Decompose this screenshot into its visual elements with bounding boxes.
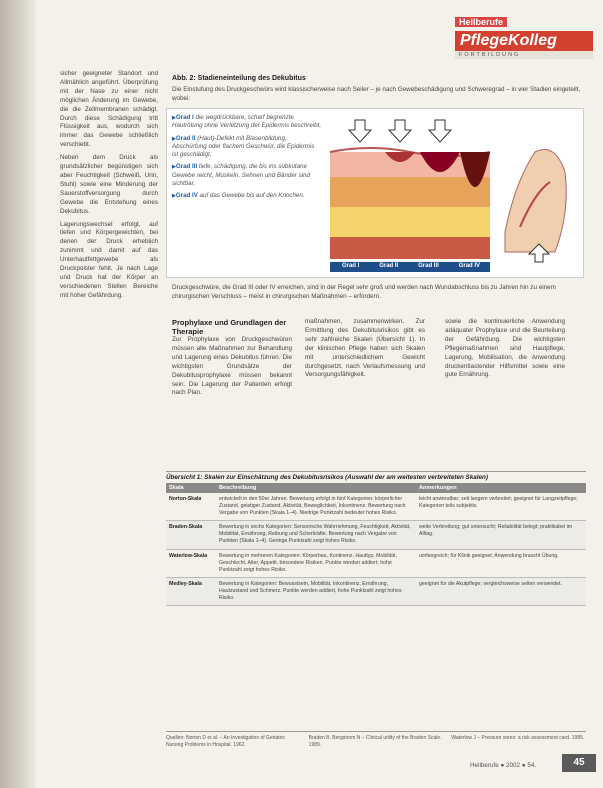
grade-item bbox=[172, 114, 322, 131]
scale-description: entwickelt in den 50er Jahren. Bewertung erfolgt in fünf Kategorien: körperlicher Zustand, geistiger Zustand, Aktivität, Beweglichkeit, Inkontinenz. Bewertung nach Vergabe von Punkten (Skala 1–4). Niedrige Punktzahl bedeutet hohes Risiko. bbox=[216, 493, 416, 521]
scale-notes: leicht anwendbar; seit langem verbreitet; geeignet für Langzeitpflege; Kategorien teils subjektiv. bbox=[416, 493, 586, 521]
left-column bbox=[60, 70, 158, 301]
grade-name: ▶ Grad IV bbox=[172, 192, 198, 199]
grade-text: tiefe, schädigung, die bis ins subkutane Gewebe reicht, Muskeln, Sehnen und Bänder sind sichtbar, bbox=[172, 163, 310, 188]
scale-notes: geeignet für die Akutpflege; vergleichsweise selten verwendet. bbox=[416, 577, 586, 605]
grade-item bbox=[172, 163, 322, 188]
sources-block bbox=[166, 731, 586, 748]
grade-item bbox=[172, 135, 322, 160]
text-column-3 bbox=[445, 318, 565, 380]
source-entry: Waterlow J – Pressure sores: a risk assessment card. 1985. bbox=[451, 735, 585, 741]
brand-logo bbox=[455, 12, 593, 59]
column-text: Zur Prophylaxe von Druckgeschwüren müssen alle Maßnahmen zur Behandlung und Lagerung eines Dekubitus führen. Die wichtigsten Grundsätze der Dekubitusprophylaxe müssen bekannt sein. Die Lagerung der Patienten erfolgt nach Plan. bbox=[172, 336, 292, 397]
binding-shadow bbox=[0, 0, 36, 788]
scale-description: Bewertung in Kategorien: Bewusstsein, Mobilität, Inkontinenz, Ernährung, Hautzustand und Schmerz. Punkte werden addiert, hohe Punktzahl zeigt hohes Risiko. bbox=[216, 577, 416, 605]
grade-label: Grad III bbox=[418, 263, 439, 269]
grade-text: auf das Gewebe bis auf den Knochen. bbox=[199, 192, 305, 200]
grade-name: ▶ Grad II bbox=[172, 135, 195, 142]
figure-intro: Die Einstufung des Druckgeschwürs wird klassischerweise nach Seiler – je nach Gewebeschädigung und Schweregrad – in vier Stadien eingeteilt, wobei: bbox=[172, 86, 581, 102]
brand-main: PflegeKolleg bbox=[455, 31, 593, 51]
table-title: Übersicht 1: Skalen zur Einschätzung des Dekubitusrisikos (Auswahl der am weitesten verbreiteten Skalen) bbox=[166, 471, 586, 481]
scale-notes: umfangreich; für Klinik geeignet; Anwendung braucht Übung. bbox=[416, 549, 586, 577]
scale-description: Bewertung in sechs Kategorien: Sensorische Wahrnehmung, Feuchtigkeit, Aktivität, Mobilität, Ernährung, Reibung und Scherkräfte. Bewertung nach Vergabe von Punkten (Skala 1–4). Geringe Punktzahl zeigt hohes Risiko. bbox=[216, 521, 416, 549]
scale-description: Bewertung in mehreren Kategorien: Körperbau, Kontinenz, Hauttyp, Mobilität, Geschlecht, Alter, Appetit, besondere Risiken. Punkte werden addiert; hohe Punktzahl zeigt hohes Risiko. bbox=[216, 549, 416, 577]
risk-scale-table bbox=[166, 483, 586, 606]
table-row bbox=[166, 577, 586, 605]
grade-list bbox=[172, 114, 322, 205]
grade-labels bbox=[332, 263, 490, 269]
text-column-1 bbox=[172, 318, 292, 398]
source-entry: Braden B, Bergstrom N – Clinical utility of the Braden Scale. 1989. bbox=[308, 735, 442, 748]
footer-meta: Heilberufe ● 2002 ● 54. bbox=[470, 762, 537, 769]
scale-name: Medley-Skala bbox=[166, 577, 216, 605]
body-text: Druckgeschwüre, die Grad III oder IV erreichen, sind in der Regel sehr groß und werden nach Wundabschluss bis zu Jahren hin zu einem chirurgischen Verschluss – meist in chirurgischen Maßnahmen – erfordern. bbox=[172, 284, 556, 300]
table-header-row bbox=[166, 483, 586, 493]
section-heading: Prophylaxe und Grundlagen der Therapie bbox=[172, 318, 287, 336]
grade-label: Grad IV bbox=[458, 263, 481, 269]
source-entry: Quellen: Norton D et al. – An Investigation of Geriatric Nursing Problems in Hospital. 1962. bbox=[166, 735, 285, 748]
table-row bbox=[166, 493, 586, 521]
grade-text: die wegdrückbare, scharf begrenzte Hautrötung ohne Verletzung der Epidermis beschreibt, bbox=[172, 114, 322, 130]
grade-name: ▶ Grad I bbox=[172, 114, 194, 121]
left-paragraph: Neben dem Druck als grundsätzlicher begünstigen sich aber Feuchtigkeit (Schweiß, Urin, Stuhl) sowie eine Minderung der Sauerstoffversorgung durch Gewebe die Entstehung eines Dekubitus. bbox=[60, 154, 158, 215]
scale-name: Waterlow-Skala bbox=[166, 549, 216, 577]
grade-name: ▶ Grad III bbox=[172, 163, 197, 170]
table-row bbox=[166, 549, 586, 577]
left-paragraph: Lagerungswechsel erfolgt, auf tiefen und Körpergewichten, bei denen der Druck erheblich zunimmt und damit auf das Unterhautfettgewebe als Druckpolster fehlt. Je nach Lage und Druck hat der Körper an verschiedenen Stellen Bereiche mit hoher Gefährdung. bbox=[60, 220, 158, 299]
table-header: Skala bbox=[166, 483, 216, 493]
scale-notes: weite Verbreitung; gut untersucht; Reliabilität belegt; praktikabel im Alltag. bbox=[416, 521, 586, 549]
page-number: 45 bbox=[562, 754, 596, 772]
grade-label: Grad I bbox=[341, 263, 360, 269]
text-column-2 bbox=[305, 318, 425, 380]
column-text: maßnahmen, zusammenwirken. Zur Ermittlung des Dekubitusrisikos gibt es sehr zahlreiche Skalen (Übersicht 1). In der klinischen Pflege haben sich Skalen mit unterschiedlichem Gewicht durchgesetzt, nach Verlaufsmessung und Versorgungsfähigkeit. bbox=[305, 318, 425, 379]
table-header: Beschreibung bbox=[216, 483, 416, 493]
skin-layers-illustration bbox=[325, 112, 577, 274]
table-header: Anmerkungen bbox=[416, 483, 586, 493]
figure-title: Abb. 2: Stadieneinteilung des Dekubitus bbox=[172, 75, 306, 82]
grade-label: Grad II bbox=[379, 263, 399, 269]
brand-top: Heilberufe bbox=[455, 17, 507, 27]
left-paragraph: sicher geeigneter Standort und Allmählich angeführt. Überprüfung mit der Nase zu einer nicht möglichen Änderung im Gewebe, die die Zellmembranen schädigt. Durch diese Schädigung tritt Flüssigkeit aus, wodurch sich immer das Gewebe schließlich verschiebt. bbox=[60, 70, 158, 149]
grade-item bbox=[172, 192, 322, 200]
brand-sub: FORTBILDUNG bbox=[455, 51, 593, 59]
column-text: sowie die kontinuierliche Anwendung adäquater Prophylaxe und die Beurteilung der Gefährdung. Die wichtigsten Pflegemaßnahmen sind Hautpflege, Lagerung, Mobilisation, die Anwendung druckentlastender Hilfsmittel sowie eine gute Ernährung. bbox=[445, 318, 565, 379]
scale-name: Braden-Skala bbox=[166, 521, 216, 549]
scale-name: Norton-Skala bbox=[166, 493, 216, 521]
table-row bbox=[166, 521, 586, 549]
grade-text: (Haut)-Defekt mit Blasenbildung, Abschürfung oder flachem Geschwür, die Epidermis ist geschädigt, bbox=[172, 134, 315, 159]
